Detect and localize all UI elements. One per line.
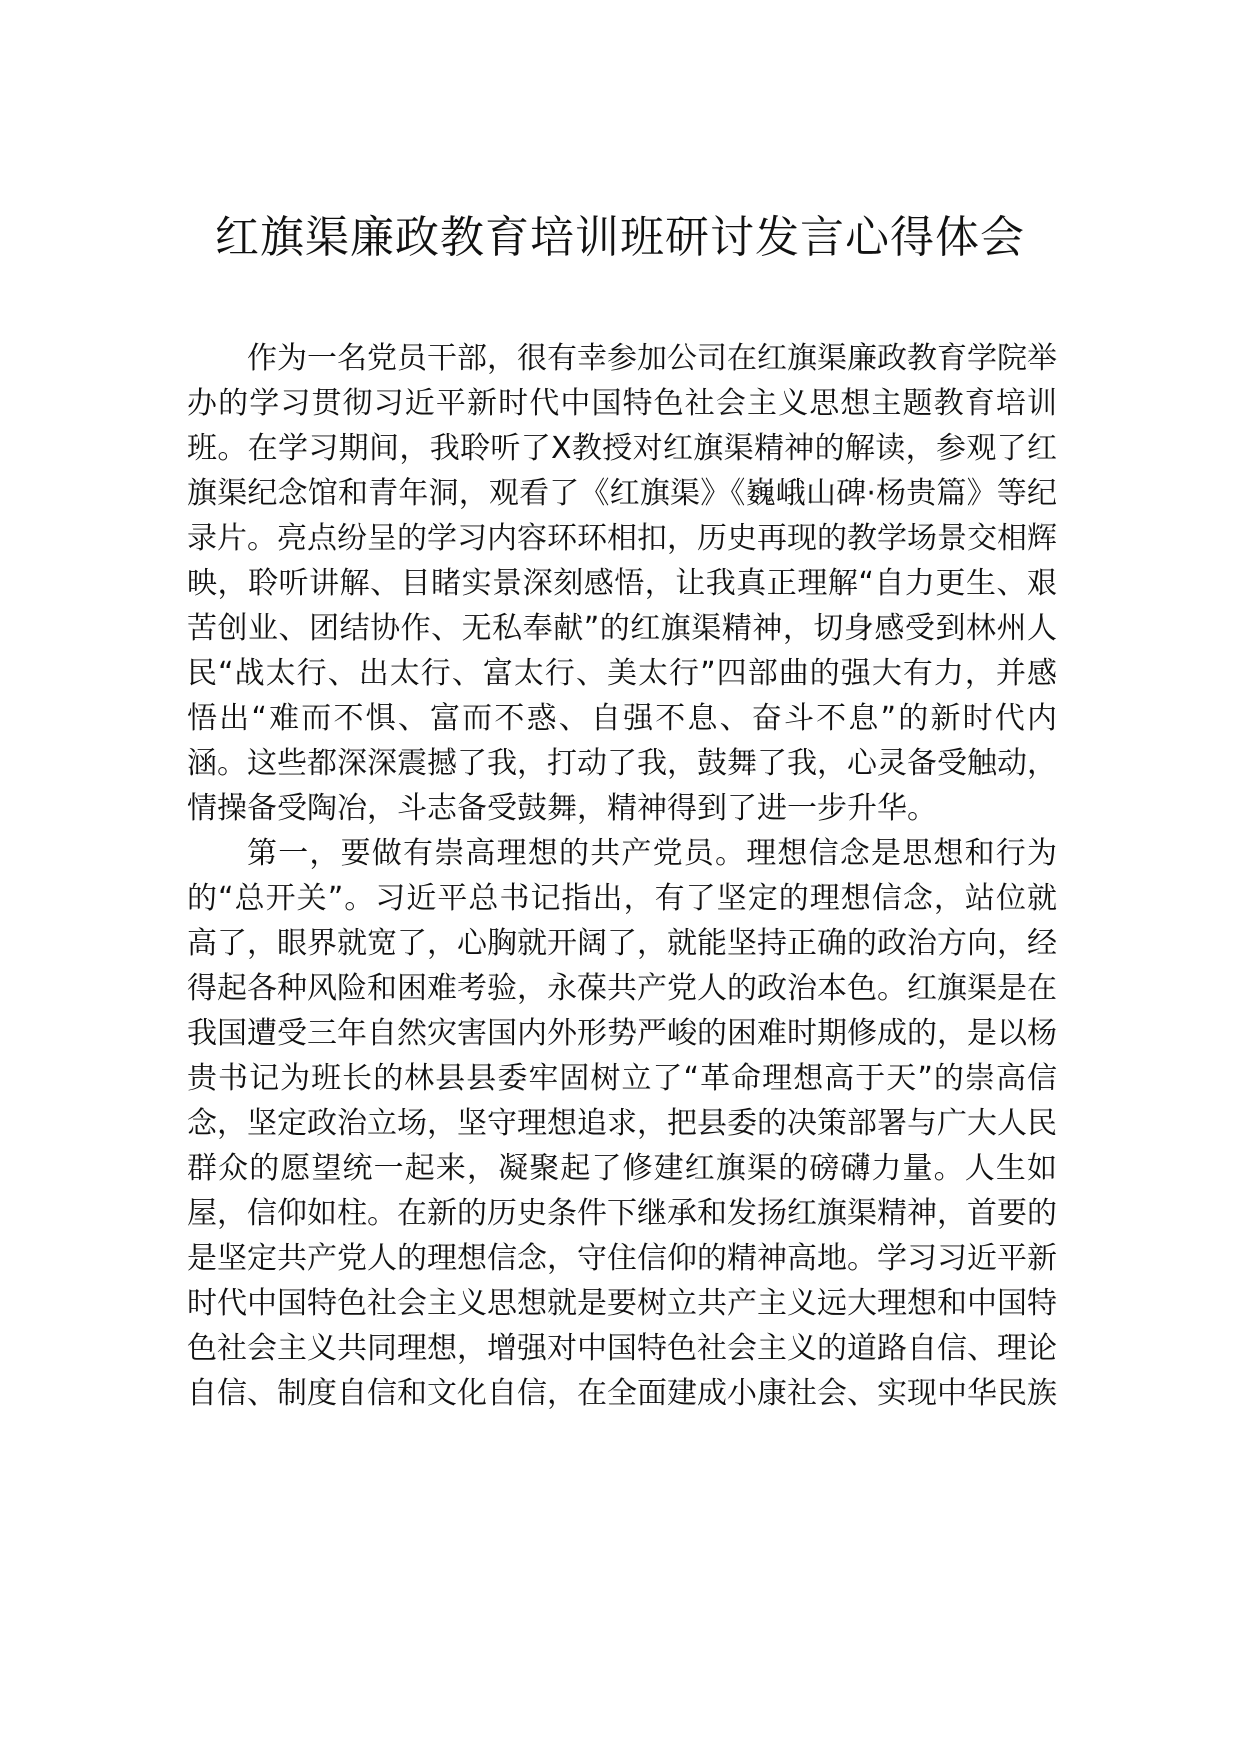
document-title: 红旗渠廉政教育培训班研讨发言心得体会	[215, 212, 1025, 263]
paragraph-2: 第一，要做有崇高理想的共产党员。理想信念是思想和行为的“总开关”。习近平总书记指出，有了坚定的理想信念，站位就高了，眼界就宽了，心胸就开阔了，就能坚持正确的政治方向，经得起各种风险和困难考验，永葆共产党人的政治本色。红旗渠是在我国遭受三年自然灾害国内外形势严峻的困难时期修成的，是以杨贵书记为班长的林县县委牢固树立了“革命理想高于天”的崇高信念，坚定政治立场，坚守理想追求，把县委的决策部署与广大人民群众的愿望统一起来，凝聚起了修建红旗渠的磅礴力量。人生如屋，信仰如柱。在新的历史条件下继承和发扬红旗渠精神，首要的是坚定共产党人的理想信念，守住信仰的精神高地。学习习近平新时代中国特色社会主义思想就是要树立共产主义远大理想和中国特色社会主义共同理想，增强对中国特色社会主义的道路自信、理论自信、制度自信和文化自信，在全面建成小康社会、实现中华民族	[187, 836, 1057, 1411]
paragraph-1: 作为一名党员干部，很有幸参加公司在红旗渠廉政教育学院举办的学习贯彻习近平新时代中国特色社会主义思想主题教育培训班。在学习期间，我聆听了X教授对红旗渠精神的解读，参观了红旗渠纪念馆和青年洞，观看了《红旗渠》《巍峨山碑·杨贵篇》等纪录片。亮点纷呈的学习内容环环相扣，历史再现的教学场景交相辉映，聆听讲解、目睹实景深刻感悟，让我真正理解“自力更生、艰苦创业、团结协作、无私奉献”的红旗渠精神，切身感受到林州人民“战太行、出太行、富太行、美太行”四部曲的强大有力，并感悟出“难而不惧、富而不惑、自强不息、奋斗不息”的新时代内涵。这些都深深震撼了我，打动了我，鼓舞了我，心灵备受触动，情操备受陶冶，斗志备受鼓舞，精神得到了进一步升华。	[187, 341, 1057, 826]
document-body	[187, 336, 1057, 1416]
